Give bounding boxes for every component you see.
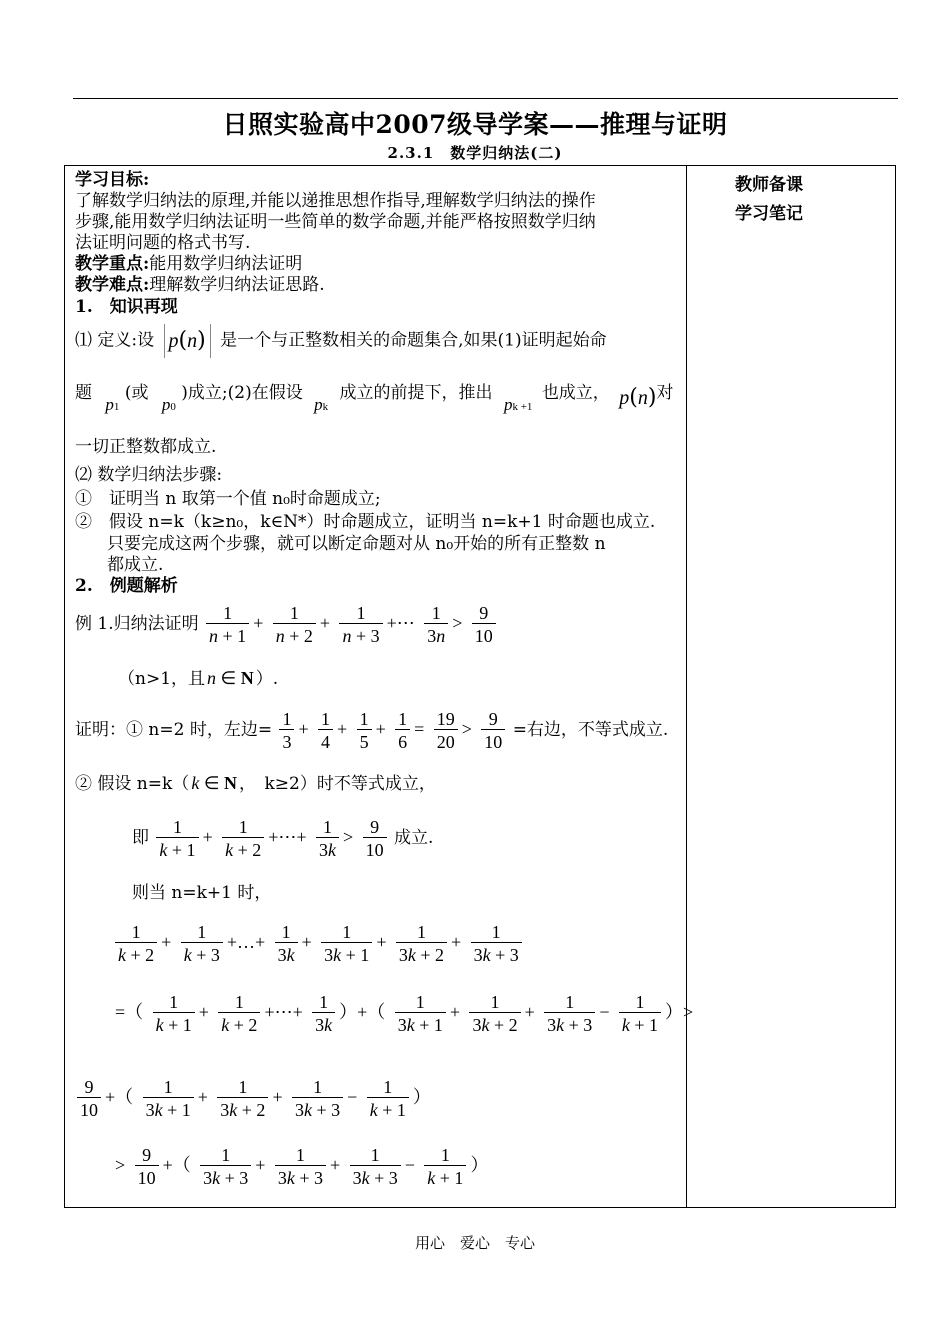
- step-1: ① 证明当 n 取第一个值 n₀时命题成立;: [75, 489, 381, 509]
- section2-heading: 2. 例题解析: [75, 576, 178, 596]
- expansion-line-3: $\frac{9}{10}$ +（ $\frac{1}{3k + 1}$ + $\frac{1}{3k + 2}$ + $\frac{1}{3k + 3}$ − $\frac{1}{k + 1}$ ）: [75, 1077, 433, 1120]
- header-rule: [73, 98, 898, 99]
- example-1-statement: 例 1.归纳法证明 $\frac{1}{n + 1}$ + $\frac{1}{n + 2}$ + $\frac{1}{n + 3}$ +⋯ $\frac{1}{3n}$ > $\frac{9}{10}$: [75, 603, 498, 646]
- teaching-focus: 教学重点:能用数学归纳法证明: [75, 254, 303, 274]
- next-case-label: 则当 n=k+1 时，: [132, 883, 272, 903]
- proof-inductive-assumption: ② 假设 n=k（ k ∈ N ， k≥2）时不等式成立，: [75, 773, 436, 794]
- page-footer: 用心 爱心 专心: [414, 1234, 535, 1252]
- teacher-prep-label: 教师备课: [735, 175, 803, 195]
- expansion-line-2: =（ $\frac{1}{k + 1}$ + $\frac{1}{k + 2}$ +⋯+ $\frac{1}{3k}$ ）+（ $\frac{1}{3k + 1}$ + $\frac{1}{3k + 2}$ + $\frac{1}{3k + 3}$ − $\frac{1}{k + 1}$ ）>: [115, 992, 694, 1035]
- assumption-inequality: 即 $\frac{1}{k + 1}$ + $\frac{1}{k + 2}$ +⋯+ $\frac{1}{3k}$ > $\frac{9}{10}$ 成立.: [132, 817, 434, 860]
- section1-heading: 1. 知识再现: [75, 297, 178, 317]
- objectives-line-2: 步骤,能用数学归纳法证明一些简单的数学命题,并能严格按照数学归纳: [75, 212, 596, 232]
- definition-line-2: 题 p1 (或 p0 )成立;(2)在假设 pk 成立的前提下，推出 pk +1 也成立， p(n)对: [75, 383, 674, 414]
- page-subtitle: 2.3.1 数学归纳法(二): [387, 144, 563, 162]
- objectives-heading: 学习目标:: [75, 170, 150, 190]
- objectives-line-3: 法证明问题的格式书写.: [75, 233, 251, 253]
- objectives-line-1: 了解数学归纳法的原理,并能以递推思想作指导,理解数学归纳法的操作: [75, 191, 596, 211]
- expansion-line-4: > $\frac{9}{10}$ +（ $\frac{1}{3k + 3}$ + $\frac{1}{3k + 3}$ + $\frac{1}{3k + 3}$ − $\frac{1}{k + 1}$ ）: [115, 1145, 489, 1188]
- step-2: ② 假设 n=k（k≥n₀，k∈N*）时命题成立，证明当 n=k+1 时命题也成立.: [75, 512, 656, 532]
- study-notes-label: 学习笔记: [735, 204, 803, 224]
- teaching-difficulty: 教学难点:理解数学归纳法证思路.: [75, 275, 325, 295]
- set-p-n: p(n): [164, 324, 211, 358]
- column-divider: [686, 165, 687, 1208]
- definition-line-3: 一切正整数都成立.: [75, 437, 217, 457]
- proof-base-case: 证明：① n=2 时，左边= $\frac{1}{3}$ + $\frac{1}{4}$ + $\frac{1}{5}$ + $\frac{1}{6}$ = $\frac{19}{20}$ > $\frac{9}{10}$ =右边，不等式成立.: [75, 709, 669, 752]
- example-1-condition: （n>1，且 n ∈ N ）.: [118, 668, 279, 689]
- expansion-line-1: $\frac{1}{k + 2}$ + $\frac{1}{k + 3}$ +…+ $\frac{1}{3k}$ + $\frac{1}{3k + 1}$ + $\frac{1}{3k + 2}$ + $\frac{1}{3k + 3}$: [113, 922, 524, 965]
- step-2-cont: 只要完成这两个步骤，就可以断定命题对从 n₀开始的所有正整数 n: [107, 534, 606, 554]
- page-title: 日照实验高中2007级导学案——推理与证明: [222, 110, 728, 139]
- steps-heading: ⑵ 数学归纳法步骤:: [75, 465, 223, 485]
- definition-line-1: ⑴ 定义:设 p(n) 是一个与正整数相关的命题集合,如果(1)证明起始命: [75, 324, 607, 358]
- step-2-end: 都成立.: [107, 555, 164, 575]
